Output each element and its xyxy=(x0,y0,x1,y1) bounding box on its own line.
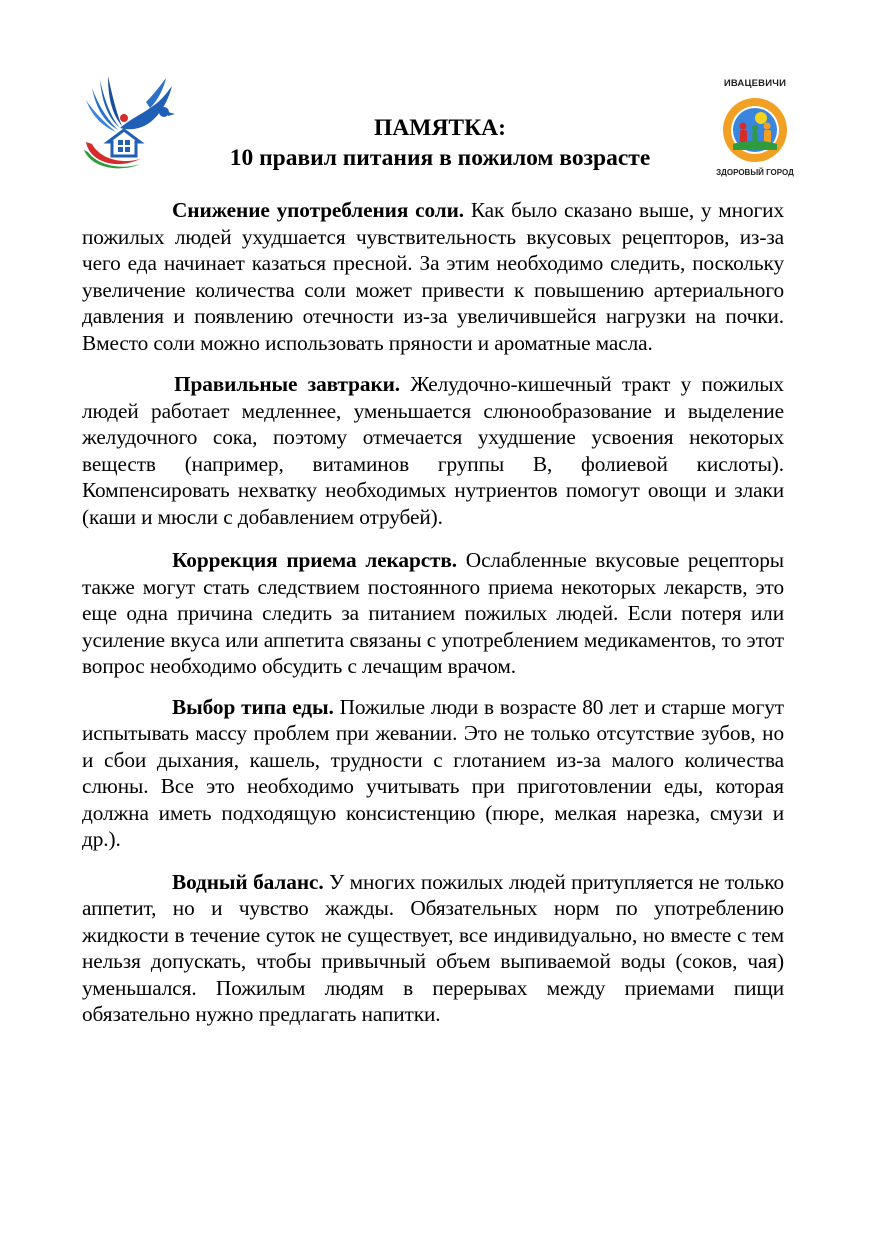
memo-body xyxy=(82,197,784,1028)
section-text: Пожилые люди в возрасте 80 лет и старше могут испытывать массу проблем при жевании. Это не только отсутствие зубов, но и сбои дыхания, кашель, трудности с глотанием из-за малого количества слюны. Все это необходимо учитывать при приготовлении еды, которая должна иметь подходящую консистенцию (пюре, мелкая нарезка, смузи и др.). xyxy=(82,694,784,851)
healthy-city-logo xyxy=(707,76,803,186)
page-title: ПАМЯТКА: xyxy=(374,115,506,141)
logo-city-slogan: ЗДОРОВЫЙ ГОРОД xyxy=(716,168,794,177)
section-text: Ослабленные вкусовые рецепторы также могут стать следствием постоянного приема некоторых лекарств, это еще одна причина следить за питанием пожилых людей. Если потеря или усиление вкуса или аппетита связаны с употреблением медикаментов, то этот вопрос необходимо обсудить с лечащим врачом. xyxy=(82,548,784,678)
logo-city-name: ИВАЦЕВИЧИ xyxy=(723,78,787,89)
section-heading: Выбор типа еды. xyxy=(172,694,334,719)
section-heading: Снижение употребления соли. xyxy=(172,198,464,222)
section-medication xyxy=(82,547,784,680)
section-text: Как было сказано выше, у многих пожилых людей ухудшается чувствительность вкусовых рецепторов, из-за чего еда начинает казаться пресной. За этим необходимо следить, поскольку увеличение количества соли может привести к повышению артериального давления и появлению отечности из-за увеличившейся нагрузки на почки. Вместо соли можно использовать пряности и ароматные масла. xyxy=(82,198,785,355)
family-circle-icon xyxy=(721,96,789,164)
page-subtitle: 10 правил питания в пожилом возрасте xyxy=(229,145,651,171)
section-text: У многих пожилых людей притупляется не только аппетит, но и чувство жажды. Обязательных норм по употреблению жидкости в течение суток не существует, все индивидуально, но вместе с тем нельзя допускать, чтобы привычный объем выпиваемой воды (соков, чая) уменьшался. Пожилым людям в перерывах между приемами пищи обязательно нужно предлагать напитки. xyxy=(82,869,784,1026)
section-text: Желудочно-кишечный тракт у пожилых людей работает медленнее, уменьшается слюнообразование и выделение желудочного сока, поэтому отмечается ухудшение усвоения некоторых веществ (например, витаминов группы В, фолиевой кислоты). Компенсировать нехватку необходимых нутриентов помогут овощи и злаки (каши и мюсли с добавлением отрубей). xyxy=(82,372,784,529)
section-salt xyxy=(82,197,784,356)
section-heading: Водный баланс. xyxy=(172,869,324,894)
section-heading: Коррекция приема лекарств. xyxy=(172,548,458,572)
section-breakfast xyxy=(82,371,784,530)
section-water xyxy=(82,869,784,1028)
section-heading: Правильные завтраки. xyxy=(174,372,401,396)
section-food-type xyxy=(82,694,784,853)
